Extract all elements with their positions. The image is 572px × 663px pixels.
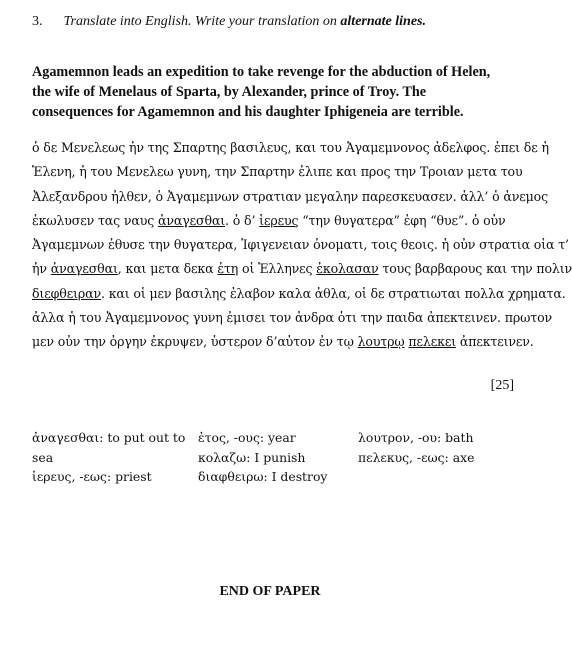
glossed-word: πελεκει <box>408 334 456 350</box>
passage-text: ὁ δε Μενελεως ἠν της Σπαρτης βασιλευς, και του Ἀγαμεμνονος ἀδελφος. ἐπει δε ἡ <box>32 140 549 155</box>
passage-text: . ὁ δ’ <box>225 212 260 228</box>
glossed-word: ἀναγεσθαι <box>158 212 226 228</box>
greek-passage <box>32 136 572 355</box>
passage-line <box>32 209 516 233</box>
glossed-word: διεφθειραν <box>32 285 101 301</box>
question-instruction: Translate into English. Write your translation on <box>63 14 337 29</box>
glossed-word: ἐκολασαν <box>316 261 379 277</box>
passage-text: τους βαρβαρους και την πολιν <box>378 261 572 277</box>
passage-text: Ἀγαμεμνων ἐθυσε την θυγατερα, Ἰφιγενειαν ὀνοματι, τοις θεοις. ἡ οὐν στρατια οἱα τ’ <box>32 237 569 253</box>
question-instruction-emphasis: alternate lines. <box>340 14 426 29</box>
passage-introduction: Agamemnon leads an expedition to take revenge for the abduction of Helen, the wife of Menelaus of Sparta, by Alexander, prince of Troy. The consequences for Agamemnon and his daughter Iphigeneia are terrible. <box>32 64 491 120</box>
vocab-entry: πελεκυς, -εως: axe <box>358 449 475 465</box>
passage-text: οἱ Ἑλληνες <box>238 261 317 277</box>
passage-text: ἀπεκτεινεν. <box>455 334 534 350</box>
passage-text: ἀλλα ἡ του Ἀγαμεμνονος γυνη ἐμισει τον ἀνδρα ὁτι την παιδα ἀπεκτεινεν. πρωτον <box>32 310 553 326</box>
passage-text: ἐκωλυσεν τας ναυς <box>32 212 159 228</box>
passage-line <box>32 233 569 257</box>
vocab-entry: sea <box>32 449 54 465</box>
passage-line <box>32 136 549 160</box>
question-number: 3. <box>32 14 43 29</box>
passage-line <box>32 282 566 306</box>
vocab-entry: διαφθειρω: I destroy <box>198 469 328 484</box>
vocab-entry: λουτρον, -ου: bath <box>358 430 474 445</box>
question-header <box>32 14 426 30</box>
vocab-entry: ἱερευς, -εως: priest <box>32 469 152 484</box>
passage-line <box>32 160 523 184</box>
glossed-word: ἐτη <box>217 261 239 277</box>
vocab-column-2 <box>198 428 348 487</box>
vocab-entry: ἀναγεσθαι: to put out to <box>32 430 186 445</box>
passage-text: μεν οὐν την ὀργην ἐκρυψεν, ὑστερον δ’αὐτον ἐν τῳ <box>32 334 358 350</box>
vocab-entry: κολαζω: I punish <box>198 449 306 465</box>
vocab-column-3 <box>358 428 518 467</box>
passage-text: “την θυγατερα” ἐφη “θυε”. ὁ οὐν <box>298 212 506 228</box>
passage-text: ἠν <box>32 261 51 277</box>
passage-text: Ἀλεξανδρου ἠλθεν, ὁ Ἀγαμεμνων στρατιαν μεγαλην παρεσκευασεν. ἀλλ’ ὁ ἀνεμος <box>32 188 548 204</box>
passage-text: Ἑλενη, ἡ του Μενελεω γυνη, την Σπαρτην ἐλιπε και προς την Τροιαν μετα του <box>32 164 523 180</box>
passage-line <box>32 330 534 354</box>
glossed-word: λουτρῳ <box>357 334 405 350</box>
vocab-column-1 <box>32 428 186 487</box>
vocab-entry: ἐτος, -ους: year <box>198 430 296 445</box>
passage-line <box>32 257 572 281</box>
passage-text: , και μετα δεκα <box>117 261 218 277</box>
end-of-paper: END OF PAPER <box>219 584 321 599</box>
passage-line <box>32 306 553 330</box>
glossed-word: ἱερευς <box>259 212 299 228</box>
passage-text: . και οἱ μεν βασιλης ἐλαβον καλα ἀθλα, οἱ δε στρατιωται πολλα χρηματα. <box>100 285 566 301</box>
passage-line <box>32 185 548 209</box>
glossed-word: ἀναγεσθαι <box>50 261 118 277</box>
marks-total: [25] <box>490 378 514 393</box>
